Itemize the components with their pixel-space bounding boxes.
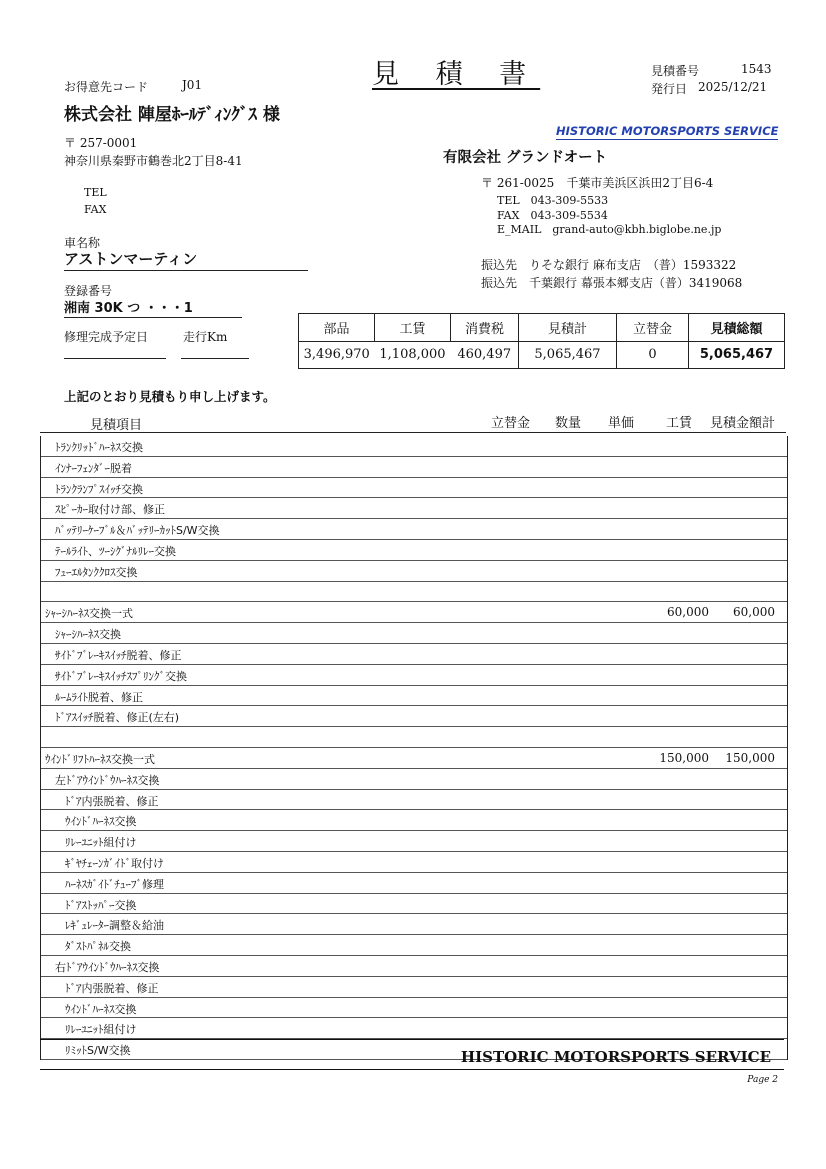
item-name: ｻｲﾄﾞﾌﾞﾚｰｷｽｲｯﾁｽﾌﾟﾘﾝｸﾞ交換	[55, 669, 187, 683]
bank-account-1: 振込先 りそな銀行 麻布支店 （普）1593322	[481, 258, 737, 272]
item-name: ﾘﾐｯﾄS/W交換	[65, 1044, 131, 1058]
item-name: ﾘﾚｰﾕﾆｯﾄ組付け	[65, 836, 137, 850]
item-name: ｻｲﾄﾞﾌﾞﾚｰｷｽｲｯﾁ脱着、修正	[55, 648, 182, 662]
issuer-email: E_MAIL grand-auto@kbh.biglobe.ne.jp	[497, 223, 722, 236]
item-name: ｲﾝﾅｰﾌｪﾝﾀﾞｰ脱着	[55, 461, 132, 475]
table-row	[41, 706, 787, 727]
footer-brand: HISTORIC MOTORSPORTS SERVICE	[460, 1048, 771, 1066]
header-qty: 数量	[555, 416, 582, 431]
table-row	[41, 665, 787, 686]
table-row	[41, 727, 787, 748]
document-title: 見 積 書	[372, 59, 541, 90]
table-row	[41, 561, 787, 582]
mileage-line	[181, 358, 249, 359]
totals-header-grand-total: 見積総額	[689, 314, 785, 342]
item-name: ﾄﾗﾝｸﾗﾝﾌﾟｽｲｯﾁ交換	[55, 482, 143, 496]
customer-code: J01	[182, 78, 203, 92]
customer-fax-label: FAX	[84, 203, 107, 216]
table-row	[41, 790, 787, 811]
estimate-number-label: 見積番号	[651, 64, 700, 78]
item-name: ﾘﾚｰﾕﾆｯﾄ組付け	[65, 1023, 137, 1037]
table-row	[41, 748, 787, 769]
item-name: ﾙｰﾑﾗｲﾄ脱着、修正	[55, 690, 143, 704]
customer-address: 神奈川県秦野市鶴巻北2丁目8-41	[64, 154, 243, 168]
registration-label: 登録番号	[64, 284, 113, 298]
table-row	[41, 498, 787, 519]
mileage-label: 走行Km	[183, 330, 228, 344]
issuer-fax: FAX 043-309-5534	[497, 209, 608, 222]
table-row	[41, 914, 787, 935]
table-row	[41, 519, 787, 540]
table-row	[41, 935, 787, 956]
completion-date-label: 修理完成予定日	[64, 330, 149, 344]
table-row	[41, 977, 787, 998]
item-name: 左ﾄﾞｱｳｲﾝﾄﾞｳﾊｰﾈｽ交換	[55, 773, 160, 787]
item-name: ﾊｰﾈｽｶﾞｲﾄﾞﾁｭｰﾌﾞ修理	[65, 877, 164, 891]
table-row	[41, 582, 787, 603]
header-labor: 工賃	[666, 416, 693, 431]
item-labor: 60,000	[667, 605, 709, 620]
estimate-number: 1543	[741, 62, 772, 76]
page-number: Page 2	[747, 1075, 778, 1085]
vehicle-name: アストンマーティン	[64, 248, 308, 271]
item-labor: 150,000	[659, 750, 709, 765]
table-row	[41, 686, 787, 707]
bank-account-2: 振込先 千葉銀行 幕張本郷支店（普）3419068	[481, 276, 743, 290]
completion-date-line	[64, 358, 166, 359]
customer-company: 株式会社 陣屋ﾎｰﾙﾃﾞｨﾝｸﾞｽ 様	[64, 105, 280, 125]
item-name: ｽﾋﾟｰｶｰ取付け部、修正	[55, 503, 165, 517]
header-advance: 立替金	[491, 416, 531, 431]
item-name: ﾄﾗﾝｸﾘｯﾄﾞﾊｰﾈｽ交換	[55, 441, 143, 454]
totals-header-estimate: 見積計	[519, 314, 617, 342]
table-row	[41, 998, 787, 1019]
table-row	[41, 540, 787, 561]
header-unit-price: 単価	[608, 416, 635, 431]
item-name: ﾃｰﾙﾗｲﾄ、ﾂｰｼｸﾞﾅﾙﾘﾚｰ交換	[55, 544, 176, 558]
totals-advance: 0	[617, 341, 689, 369]
header-amount: 見積金額計	[710, 416, 776, 431]
items-header	[40, 414, 786, 433]
item-name: ｳｲﾝﾄﾞﾊｰﾈｽ交換	[65, 815, 137, 829]
totals-header-labor: 工賃	[399, 321, 426, 337]
table-row	[41, 1018, 787, 1039]
item-name: ﾄﾞｱｽﾄｯﾊﾟｰ交換	[65, 898, 137, 912]
item-name: ｳｲﾝﾄﾞﾊｰﾈｽ交換	[65, 1002, 137, 1016]
totals-header-parts: 部品	[299, 314, 375, 342]
totals-header-advance: 立替金	[617, 314, 689, 342]
table-row	[41, 602, 787, 623]
issue-date-label: 発行日	[651, 82, 688, 96]
table-row	[41, 644, 787, 665]
item-name: 右ﾄﾞｱｳｲﾝﾄﾞｳﾊｰﾈｽ交換	[55, 960, 160, 974]
item-name: ﾀﾞｽﾄﾊﾟﾈﾙ交換	[65, 940, 131, 954]
totals-table	[298, 313, 785, 369]
footer-divider-bottom	[40, 1069, 784, 1070]
item-name: ﾌｭｰｴﾙﾀﾝｸｸﾛｽ交換	[55, 565, 138, 579]
table-row	[41, 852, 787, 873]
table-row	[41, 478, 787, 499]
table-row	[41, 810, 787, 831]
table-row	[41, 769, 787, 790]
items-list	[40, 436, 788, 1060]
table-row	[41, 894, 787, 915]
item-amount: 60,000	[733, 605, 775, 620]
item-name: ｷﾞﾔﾁｪｰﾝｶﾞｲﾄﾞ取付け	[65, 856, 164, 870]
item-name: ﾄﾞｱ内張脱着、修正	[65, 981, 159, 995]
vehicle-name-label: 車名称	[64, 236, 101, 250]
issuer-tel: TEL 043-309-5533	[497, 194, 609, 207]
footer-divider-top	[40, 1039, 784, 1040]
item-name: ｳｲﾝﾄﾞﾘﾌﾄﾊｰﾈｽ交換一式	[45, 752, 155, 766]
totals-tax: 460,497	[451, 341, 519, 369]
issue-date: 2025/12/21	[698, 80, 768, 94]
registration-number: 湘南 30K つ ・・・1	[64, 297, 242, 318]
item-amount: 150,000	[725, 750, 775, 765]
item-name: ﾊﾞｯﾃﾘｰｹｰﾌﾞﾙ＆ﾊﾞｯﾃﾘｰｶｯﾄS/W交換	[55, 524, 220, 538]
table-row	[41, 436, 787, 457]
intro-text: 上記のとおり見積もり申し上げます。	[64, 389, 276, 404]
table-row	[41, 623, 787, 644]
item-name: ﾄﾞｱｽｲｯﾁ脱着、修正(左右)	[55, 711, 180, 725]
item-name: ｼｬｰｼﾊｰﾈｽ交換一式	[45, 607, 133, 621]
totals-estimate: 5,065,467	[519, 341, 617, 369]
item-name: ﾚｷﾞｭﾚｰﾀｰ調整＆給油	[65, 919, 164, 933]
table-row	[41, 457, 787, 478]
item-name: ｼｬｰｼﾊｰﾈｽ交換	[55, 628, 121, 642]
item-name: ﾄﾞｱ内張脱着、修正	[65, 794, 159, 808]
customer-code-label: お得意先コード	[64, 80, 149, 94]
table-row	[41, 831, 787, 852]
table-row	[41, 873, 787, 894]
issuer-company: 有限会社 グランドオート	[443, 150, 608, 166]
customer-tel-label: TEL	[84, 186, 107, 199]
totals-header-tax: 消費税	[451, 314, 519, 342]
header-item: 見積項目	[90, 418, 143, 433]
customer-postal: 〒 257-0001	[64, 136, 138, 150]
totals-grand-total: 5,065,467	[689, 341, 785, 369]
issuer-address: 〒 261-0025 千葉市美浜区浜田2丁目6-4	[481, 176, 714, 190]
brand-header: HISTORIC MOTORSPORTS SERVICE	[556, 124, 779, 138]
totals-parts: 3,496,970	[299, 341, 375, 369]
totals-labor: 1,108,000	[375, 341, 451, 369]
table-row	[41, 956, 787, 977]
